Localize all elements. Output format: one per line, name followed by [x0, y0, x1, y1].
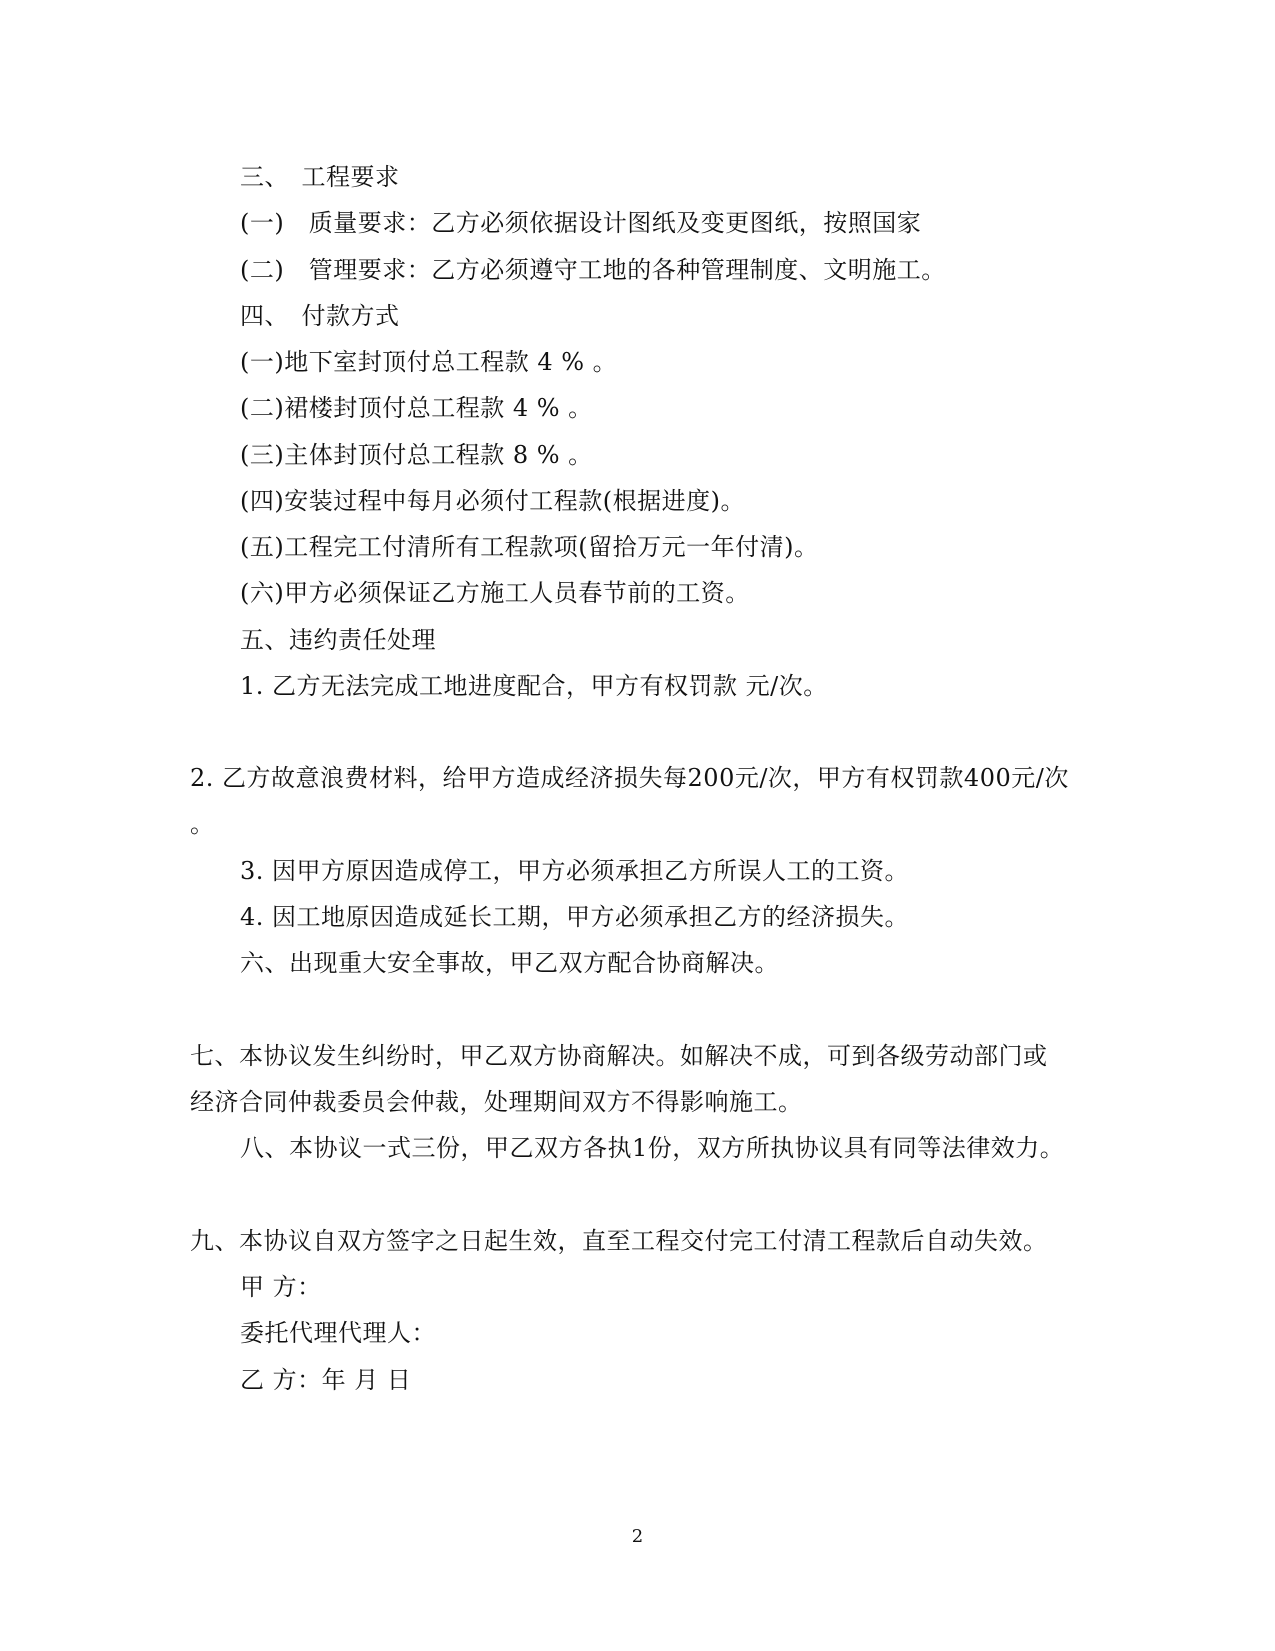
breach-item-2: 2. 乙方故意浪费材料，给甲方造成经济损失每200元/次，甲方有权罚款400元/次 — [190, 764, 1069, 792]
section-7-continuation: 经济合同仲裁委员会仲裁，处理期间双方不得影响施工。 — [190, 1088, 803, 1116]
section-3-heading: 三、 工程要求 — [240, 163, 400, 191]
page-number: 2 — [631, 1526, 644, 1547]
payment-item-3: (三)主体封顶付总工程款 8 % 。 — [240, 441, 593, 469]
payment-item-4: (四)安装过程中每月必须付工程款(根据进度)。 — [240, 487, 745, 515]
breach-item-4: 4. 因工地原因造成延长工期，甲方必须承担乙方的经济损失。 — [240, 903, 910, 931]
breach-item-2-continuation: 。 — [190, 810, 215, 838]
breach-item-3: 3. 因甲方原因造成停工，甲方必须承担乙方所误人工的工资。 — [240, 857, 910, 885]
agent-signature: 委托代理代理人： — [240, 1319, 436, 1347]
quality-requirement: (一) 质量要求：乙方必须依据设计图纸及变更图纸，按照国家 — [240, 209, 922, 237]
party-a-signature: 甲 方： — [240, 1273, 322, 1301]
payment-item-1: (一)地下室封顶付总工程款 4 % 。 — [240, 348, 618, 376]
party-b-signature-date: 乙 方：年 月 日 — [240, 1366, 412, 1394]
section-6: 六、出现重大安全事故，甲乙双方配合协商解决。 — [240, 949, 779, 977]
management-requirement: (二) 管理要求：乙方必须遵守工地的各种管理制度、文明施工。 — [240, 256, 946, 284]
section-9: 九、本协议自双方签字之日起生效，直至工程交付完工付清工程款后自动失效。 — [190, 1227, 1048, 1255]
section-8: 八、本协议一式三份，甲乙双方各执1份，双方所执协议具有同等法律效力。 — [240, 1134, 1065, 1162]
section-7: 七、本协议发生纠纷时，甲乙双方协商解决。如解决不成，可到各级劳动部门或 — [190, 1042, 1048, 1070]
section-4-heading: 四、 付款方式 — [240, 302, 400, 330]
payment-item-5: (五)工程完工付清所有工程款项(留拾万元一年付清)。 — [240, 533, 819, 561]
payment-item-2: (二)裙楼封顶付总工程款 4 % 。 — [240, 394, 593, 422]
payment-item-6: (六)甲方必须保证乙方施工人员春节前的工资。 — [240, 579, 750, 607]
section-5-heading: 五、违约责任处理 — [240, 626, 436, 654]
breach-item-1: 1. 乙方无法完成工地进度配合，甲方有权罚款 元/次。 — [240, 672, 828, 700]
